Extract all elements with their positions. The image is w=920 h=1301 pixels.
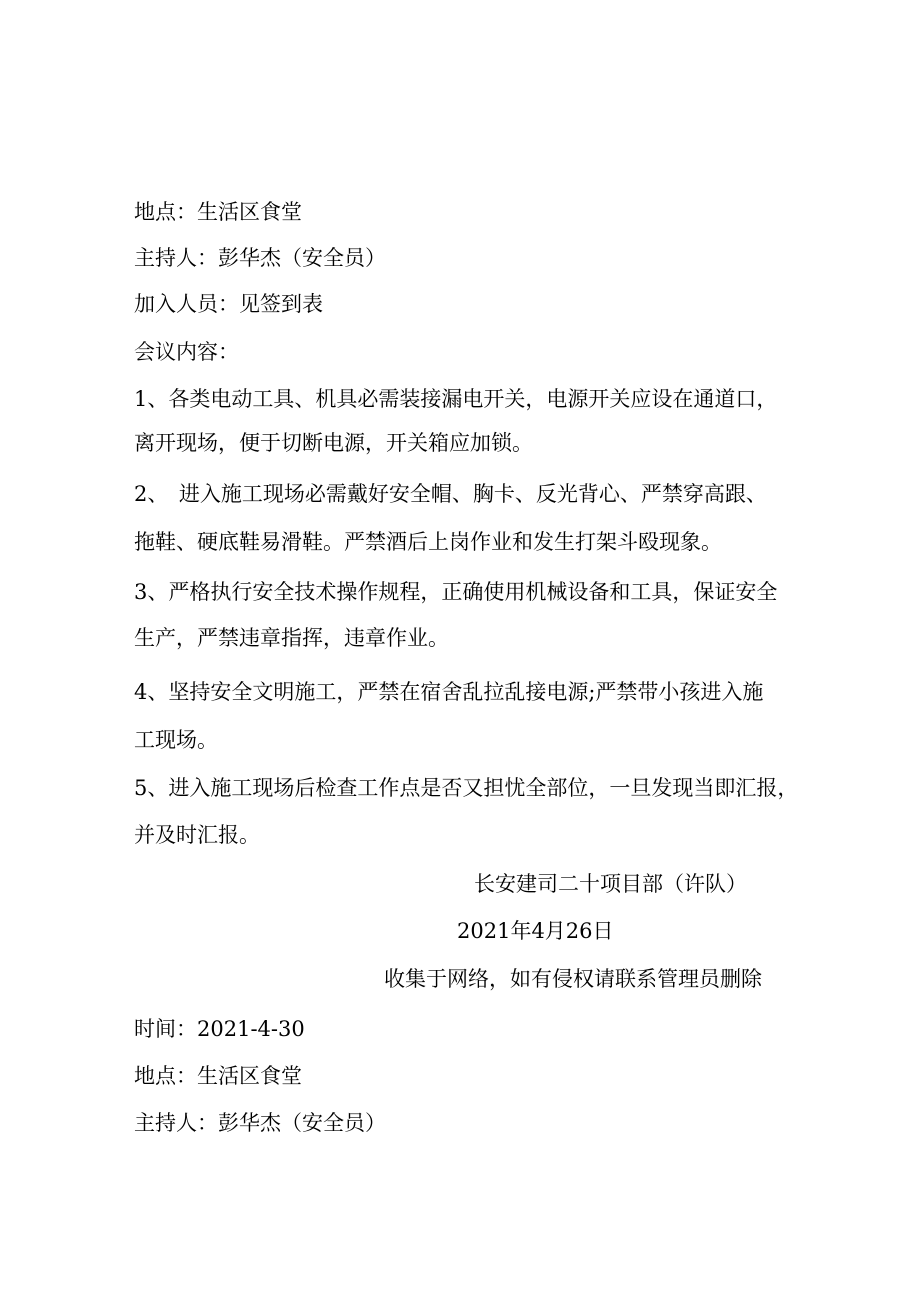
item-3-line-2: 生产，严禁违章指挥，违章作业。 bbox=[134, 626, 449, 650]
item-2-line-2: 拖鞋、硬底鞋易滑鞋。严禁酒后上岗作业和发生打架斗殴现象。 bbox=[134, 530, 722, 554]
item-4-line-1: 4、坚持安全文明施工，严禁在宿舍乱拉乱接电源;严禁带小孩进入施 bbox=[134, 680, 764, 704]
meeting-location-2: 地点：生活区食堂 bbox=[134, 1064, 302, 1088]
meeting-time: 时间：2021-4-30 bbox=[134, 1017, 305, 1041]
signature-organization: 长安建司二十项目部（许队） bbox=[474, 872, 747, 896]
signature-date: 2021年4月26日 bbox=[457, 919, 614, 943]
meeting-content-heading: 会议内容： bbox=[134, 340, 239, 364]
disclaimer-text: 收集于网络，如有侵权请联系管理员删除 bbox=[384, 967, 762, 991]
item-3-line-1: 3、严格执行安全技术操作规程，正确使用机械设备和工具，保证安全 bbox=[134, 580, 778, 604]
item-1-line-2: 离开现场，便于切断电源，开关箱应加锁。 bbox=[134, 431, 533, 455]
item-1-line-1: 1、各类电动工具、机具必需装接漏电开关，电源开关应设在通道口， bbox=[134, 387, 778, 411]
item-4-line-2: 工现场。 bbox=[134, 728, 218, 752]
item-5-line-1: 5、进入施工现场后检查工作点是否又担忧全部位，一旦发现当即汇报， bbox=[134, 776, 799, 800]
item-2-line-1: 2、 进入施工现场必需戴好安全帽、胸卡、反光背心、严禁穿高跟、 bbox=[134, 482, 767, 506]
meeting-host: 主持人：彭华杰（安全员） bbox=[134, 246, 386, 270]
meeting-host-2: 主持人：彭华杰（安全员） bbox=[134, 1111, 386, 1135]
meeting-location: 地点：生活区食堂 bbox=[134, 200, 302, 224]
item-5-line-2: 并及时汇报。 bbox=[134, 823, 260, 847]
meeting-attendees: 加入人员：见签到表 bbox=[134, 292, 323, 316]
